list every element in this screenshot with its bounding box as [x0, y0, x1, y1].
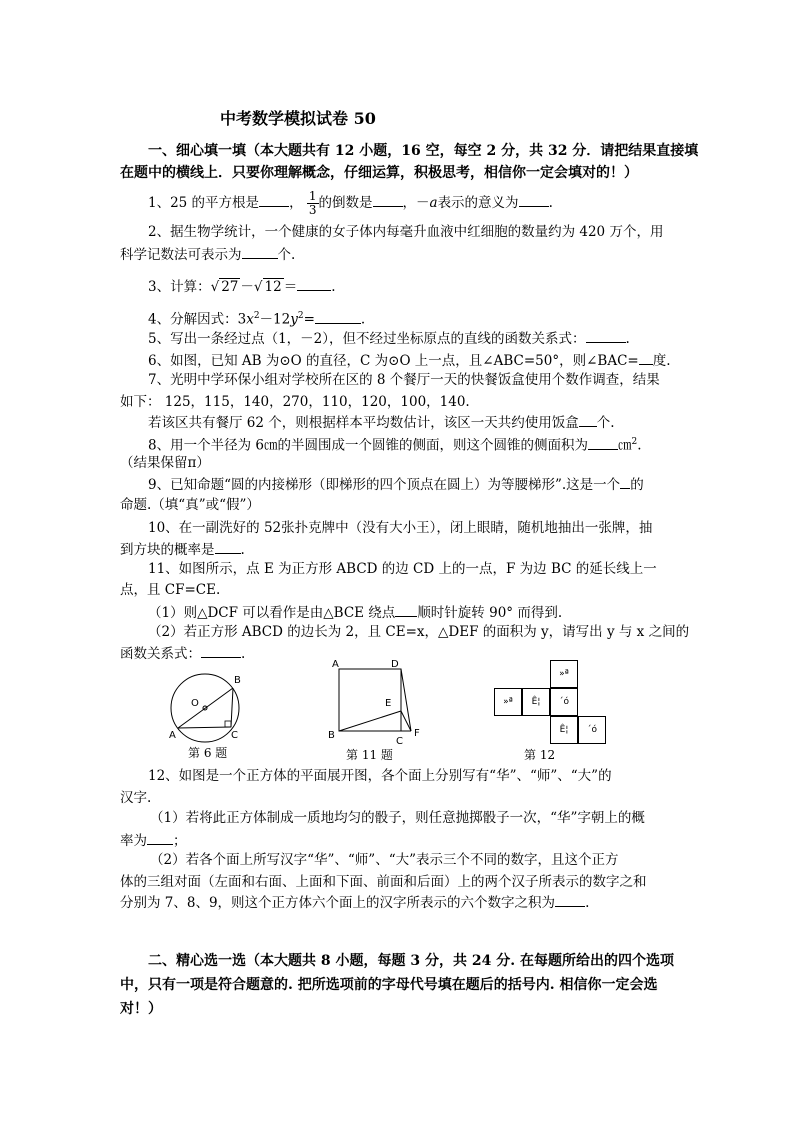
figure-6-caption: 第 6 题	[188, 746, 228, 760]
q5-blank[interactable]	[586, 330, 626, 343]
fig11-label-e: E	[385, 698, 392, 709]
net-cell-top: »ª	[550, 660, 578, 688]
q6-text: 6、如图，已知 AB 为⊙O 的直径，C 为⊙O 上一点，且∠ABC=50°，则∠BAC=	[148, 353, 639, 369]
section1-header-line2: 在题中的横线上．只要你理解概念，仔细运算，积极思考，相信你一定会填对的！）	[120, 165, 638, 181]
fig6-label-b: B	[234, 675, 241, 686]
page-title: 中考数学模拟试卷 50	[220, 109, 376, 128]
q1-text-d: 表示的意义为	[437, 195, 519, 211]
section2-header-line3: 对！）	[120, 1001, 162, 1017]
figure-11-caption: 第 11 题	[346, 748, 393, 762]
figure-11-square-diagram	[326, 658, 431, 748]
q1-blank-2[interactable]	[373, 194, 403, 207]
q4-blank[interactable]	[315, 311, 361, 324]
q8-text-a: 8、用一个半径为 6㎝的半圆围成一个圆锥的侧面，则这个圆锥的侧面积为	[148, 437, 588, 454]
q3-end: .	[331, 279, 336, 295]
q6-end: 度.	[652, 353, 671, 369]
q2-text-b: 个.	[277, 247, 296, 263]
question-3: 3、计算：√ 27 －√ 12 ＝ .	[148, 279, 336, 295]
q1-var: a	[429, 195, 438, 211]
section1-header-line1: 一、细心填一填（本大题共有 12 小题，16 空，每空 2 分，共 32 分．请把结果直接填	[148, 143, 699, 159]
q7-text-b: 个.	[596, 415, 615, 431]
q10-text-b: .	[240, 542, 245, 558]
q2-text-a: 科学记数法可表示为	[120, 247, 242, 263]
question-9-line2: 命题.（填“真”或“假”）	[120, 497, 260, 513]
q1-text-b: 的倒数是	[318, 195, 373, 211]
question-1: 1、25 的平方根是 ， $\frac{1}{3}$ 的倒数是 ，－a表示的意义为 .	[148, 189, 553, 217]
q1-frac-den: 3	[308, 203, 317, 217]
q1-fraction	[307, 190, 319, 217]
q4-text: 4、分解因式：3	[148, 311, 247, 328]
q4-end: .	[360, 311, 366, 328]
fig6-label-c: C	[231, 730, 238, 741]
q11-p1-text-b: 顺时针旋转 90° 而得到.	[417, 605, 563, 621]
question-2-line1: 2、据生物学统计，一个健康的女子体内每毫升血液中红细胞的数量约为 420 万个，用	[148, 224, 664, 240]
q3-blank[interactable]	[297, 278, 331, 291]
net-cell-center: ´ó	[550, 688, 578, 716]
q1-text-a: 1、25 的平方根是	[148, 195, 260, 211]
q9-text-b: 的	[630, 477, 644, 493]
question-11-part2-line2	[120, 645, 245, 662]
q4-y: y	[290, 311, 298, 328]
q8-sup: 2	[631, 437, 638, 447]
q11-blank-2[interactable]	[201, 645, 241, 658]
fig11-line-be	[339, 711, 401, 731]
q5-end: .	[625, 331, 630, 347]
fig6-label-o: O	[191, 698, 199, 709]
question-12-part2-line1: （2）若各个面上所写汉字“华”、“师”、“大”表示三个不同的数字，且这个正方	[150, 852, 619, 868]
q12-p2-end: .	[585, 895, 590, 911]
question-12-line1: 12、如图是一个正方体的平面展开图，各个面上分别写有“华”、“师”、“大”的	[148, 768, 612, 784]
q10-text-a: 到方块的概率是	[120, 542, 215, 558]
q9-text-a: 9、已知命题“圆的内接梯形（即梯形的四个顶点在圆上）为等腰梯形”.这是一个	[148, 477, 621, 493]
q11-p2-text: 函数关系式：	[120, 646, 201, 662]
question-11-line2: 点，且 CF=CE.	[120, 582, 221, 598]
q3-radicand-2: 12	[264, 279, 282, 295]
question-10-line2	[120, 541, 245, 558]
fig11-label-d: D	[391, 659, 399, 670]
question-11-part2: （2）若正方形 ABCD 的边长为 2，且 CE=x，△DEF 的面积为 y，请写出 y 与 x 之间的	[148, 624, 690, 640]
q12-blank-2[interactable]	[555, 894, 585, 907]
question-11-line1: 11、如图所示，点 E 为正方形 ABCD 的边 CD 上的一点，F 为边 BC 的延长线上一	[148, 561, 657, 577]
fig6-label-a: A	[169, 730, 176, 741]
q11-p1-text-a: （1）则△DCF 可以看作是由△BCE 绕点	[148, 605, 396, 621]
q11-p2-end: .	[241, 646, 246, 662]
question-7-line2: 如下： 125，115，140，270，110，120，100，140.	[120, 394, 470, 410]
q4-x: x	[246, 311, 254, 328]
q4-sup2: 2	[297, 311, 304, 321]
q2-blank[interactable]	[242, 246, 278, 259]
question-5	[148, 330, 630, 347]
q11-blank-1[interactable]	[395, 604, 417, 617]
section2-header-line2: 中，只有一项是符合题意的. 把所选项前的字母代号填在题后的括号内. 相信你一定会选	[120, 977, 658, 993]
question-8-line2: （结果保留π）	[120, 455, 210, 471]
fig11-label-c: C	[396, 736, 403, 747]
question-11-part1	[148, 604, 562, 621]
question-12-part1: （1）若将此正方体制成一质地均匀的骰子，则任意抛掷骰子一次，“华”字朝上的概	[150, 810, 645, 826]
fig6-right-angle	[225, 721, 231, 727]
q7-text-a: 若该区共有餐厅 62 个，则根据样本平均数估计，该区一天共约使用饭盒	[148, 415, 579, 431]
net-cell-mid-left: Ê¦	[522, 688, 550, 716]
q7-blank[interactable]	[579, 414, 597, 427]
q1-text-c: ，－	[402, 195, 430, 211]
question-7-line3	[148, 414, 615, 431]
q6-blank[interactable]	[639, 352, 653, 365]
question-12-line2: 汉字.	[120, 790, 152, 806]
q12-p1-end: ；	[173, 833, 187, 849]
q4-mid: －12	[259, 311, 291, 328]
q9-blank[interactable]	[620, 476, 630, 489]
q12-blank-1[interactable]	[147, 832, 173, 845]
question-6	[148, 352, 671, 369]
question-12-part1-line2	[120, 832, 187, 849]
q8-unit: ㎝	[617, 437, 632, 454]
question-8-line1	[148, 434, 642, 454]
question-4	[148, 308, 365, 328]
q8-blank[interactable]	[588, 437, 618, 450]
question-10-line1: 10、在一副洗好的 52张扑克牌中（没有大小王），闭上眼睛，随机地抽出一张牌，抽	[148, 520, 653, 536]
question-9-line1	[148, 476, 644, 493]
q12-p2-text: 分别为 7、8、9，则这个正方体六个面上的汉字所表示的六个数字之积为	[120, 895, 556, 911]
question-12-part2-line2: 体的三组对面（左面和右面、上面和下面、前面和后面）上的两个汉子所表示的数字之和	[120, 874, 647, 890]
q8-end: .	[637, 437, 642, 454]
fig11-square	[339, 669, 401, 731]
figure-12-cube-net	[494, 660, 634, 744]
question-12-part2-line3	[120, 894, 589, 911]
q4-sup1: 2	[253, 311, 260, 321]
q3-minus: －	[240, 279, 254, 295]
fig6-chord-ac	[178, 727, 231, 728]
section2-header-line1: 二、精心选一选（本大题共 8 小题，每题 3 分，共 24 分. 在每题所给出的四个选项	[148, 953, 674, 969]
question-7-line1: 7、光明中学环保小组对学校所在区的 8 个餐厅一天的快餐饭盒使用个数作调查，结果	[148, 372, 660, 388]
q1-blank-3[interactable]	[519, 194, 549, 207]
q12-p1-text: 率为	[120, 833, 147, 849]
q10-blank[interactable]	[215, 541, 241, 554]
net-cell-bottom-right: ´ó	[578, 716, 606, 744]
question-2-line2	[120, 246, 295, 263]
q1-end: .	[548, 195, 553, 211]
q3-radicand-1: 27	[221, 279, 239, 295]
q5-text: 5、写出一条经过点（1，－2），但不经过坐标原点的直线的函数关系式：	[148, 331, 586, 347]
fig11-label-b: B	[328, 730, 335, 741]
fig11-label-f: F	[414, 728, 420, 739]
net-cell-bottom: Ê¦	[550, 716, 578, 744]
q3-eq: ＝	[283, 279, 298, 295]
q4-eq: =	[303, 311, 315, 328]
fig11-label-a: A	[332, 659, 339, 670]
net-cell-left: »ª	[494, 688, 522, 716]
q3-text: 3、计算：	[148, 279, 211, 295]
figure-12-caption: 第 12	[524, 748, 556, 762]
q1-frac-num: 1	[308, 189, 317, 203]
q1-blank-1[interactable]	[259, 194, 289, 207]
